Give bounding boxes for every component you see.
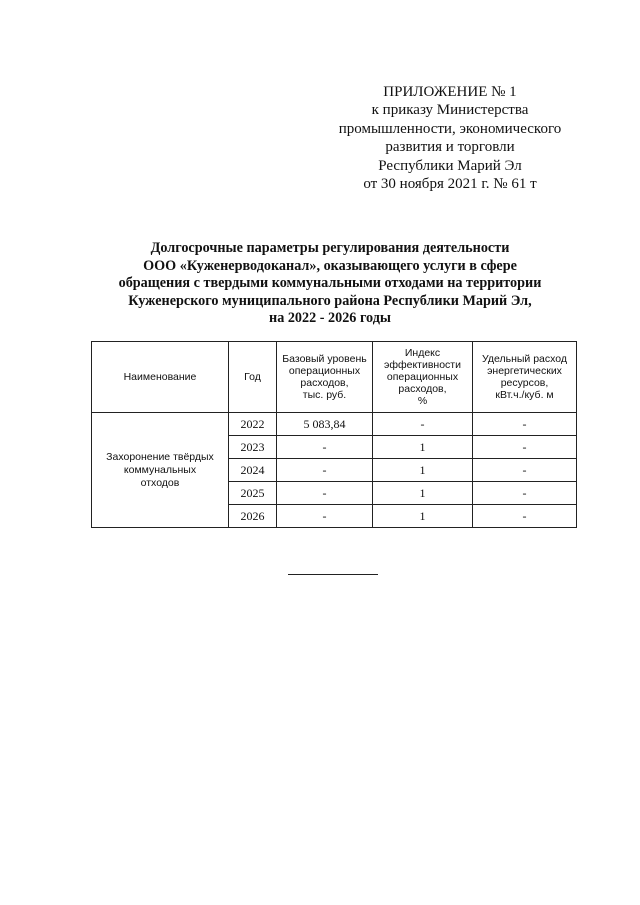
appendix-line: развития и торговли: [385, 139, 515, 156]
service-name-cell: [92, 413, 229, 528]
header-line: Индекс: [404, 347, 441, 359]
header-base-level: [277, 342, 373, 413]
header-line: %: [417, 395, 428, 407]
signature-divider-line: [288, 574, 378, 575]
title-line: Куженерского муниципального района Республики Марий Эл,: [128, 292, 532, 309]
efficiency-index-cell: 1: [373, 436, 473, 459]
base-level-cell: -: [277, 459, 373, 482]
title-line: на 2022 - 2026 годы: [269, 310, 391, 327]
efficiency-index-cell: 1: [373, 482, 473, 505]
header-line: кВт.ч./куб. м: [495, 389, 554, 401]
appendix-header: [300, 83, 600, 193]
header-line: ресурсов,: [500, 377, 549, 389]
header-line: Базовый уровень: [282, 353, 367, 365]
year-cell: 2022: [229, 413, 277, 436]
base-level-cell: -: [277, 436, 373, 459]
appendix-line: от 30 ноября 2021 г. № 61 т: [363, 176, 537, 193]
parameters-table: [91, 341, 577, 528]
title-line: обращения с твердыми коммунальными отходами на территории: [118, 275, 542, 292]
header-line: Наименование: [123, 371, 197, 383]
header-efficiency-index: [373, 342, 473, 413]
year-cell: 2025: [229, 482, 277, 505]
title-line: Долгосрочные параметры регулирования деятельности: [150, 240, 510, 256]
service-name-line: коммунальных: [123, 463, 197, 476]
appendix-line: к приказу Министерства: [371, 102, 529, 119]
year-cell: 2026: [229, 505, 277, 528]
energy-cell: -: [473, 413, 577, 436]
table-header-row: [92, 342, 577, 413]
header-line: расходов,: [300, 377, 349, 389]
header-name: [92, 342, 229, 413]
appendix-line: ПРИЛОЖЕНИЕ № 1: [383, 84, 517, 100]
base-level-cell: -: [277, 482, 373, 505]
table-row: [92, 413, 577, 436]
header-energy-consumption: [473, 342, 577, 413]
year-cell: 2024: [229, 459, 277, 482]
efficiency-index-cell: 1: [373, 505, 473, 528]
header-line: операционных: [288, 365, 361, 377]
efficiency-index-cell: -: [373, 413, 473, 436]
year-cell: 2023: [229, 436, 277, 459]
document-title: [80, 240, 580, 328]
header-line: Год: [244, 371, 261, 383]
base-level-cell: 5 083,84: [277, 413, 373, 436]
header-line: операционных: [386, 371, 459, 383]
efficiency-index-cell: 1: [373, 459, 473, 482]
service-name-line: Захоронение твёрдых: [106, 450, 214, 463]
header-line: расходов,: [398, 383, 447, 395]
appendix-line: Республики Марий Эл: [378, 157, 522, 174]
energy-cell: -: [473, 505, 577, 528]
header-year: [229, 342, 277, 413]
appendix-line: промышленности, экономического: [338, 120, 562, 137]
header-line: Удельный расход: [482, 353, 567, 365]
energy-cell: -: [473, 436, 577, 459]
header-line: тыс. руб.: [302, 389, 347, 401]
base-level-cell: -: [277, 505, 373, 528]
header-line: энергетических: [487, 365, 562, 377]
title-line: ООО «Куженерводоканал», оказывающего услуги в сфере: [143, 257, 517, 274]
energy-cell: -: [473, 459, 577, 482]
energy-cell: -: [473, 482, 577, 505]
header-line: эффективности: [383, 359, 461, 371]
service-name-line: отходов: [140, 476, 180, 489]
